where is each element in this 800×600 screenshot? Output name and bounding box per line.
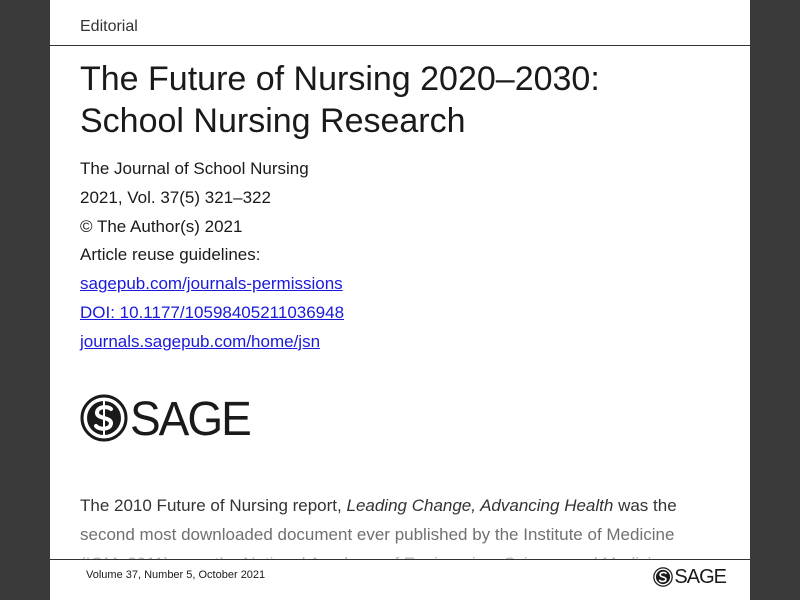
copyright: © The Author(s) 2021: [80, 216, 243, 236]
article-title: [80, 58, 720, 142]
journal-link[interactable]: journals.sagepub.com/home/jsn: [80, 331, 321, 351]
reuse-label: Article reuse guidelines:: [80, 245, 261, 265]
footer-logo-text: SAGE: [674, 566, 726, 588]
doi-link[interactable]: DOI: 10.1177/10598405211036948: [80, 302, 345, 322]
footer-sage-logo: [653, 566, 726, 588]
sage-logo-text: SAGE: [130, 390, 250, 446]
header-rule: [50, 45, 750, 46]
page-footer: [50, 559, 750, 600]
volume-info: 2021, Vol. 37(5) 321–322: [80, 187, 271, 207]
section-label: Editorial: [80, 18, 138, 35]
title-line-1: The Future of Nursing 2020–2030:: [80, 60, 600, 98]
sage-s-circle-icon: [80, 394, 128, 442]
title-line-2: School Nursing Research: [80, 102, 466, 140]
journal-name: The Journal of School Nursing: [80, 159, 309, 178]
body-line-1: [80, 492, 720, 521]
body-line-2: second most downloaded document ever published by the Institute of Medicine: [80, 524, 675, 544]
document-page: [50, 0, 750, 600]
body-line-1-a: The 2010 Future of Nursing report,: [80, 496, 347, 515]
permissions-link[interactable]: sagepub.com/journals-permissions: [80, 274, 343, 294]
report-title-italic: Leading Change, Advancing Health: [346, 496, 614, 515]
sage-logo: [80, 392, 250, 444]
article-meta: [80, 155, 720, 357]
body-line-1-b: was the: [613, 496, 677, 515]
issue-info: Volume 37, Number 5, October 2021: [86, 569, 266, 581]
sage-s-circle-icon: [653, 567, 673, 587]
